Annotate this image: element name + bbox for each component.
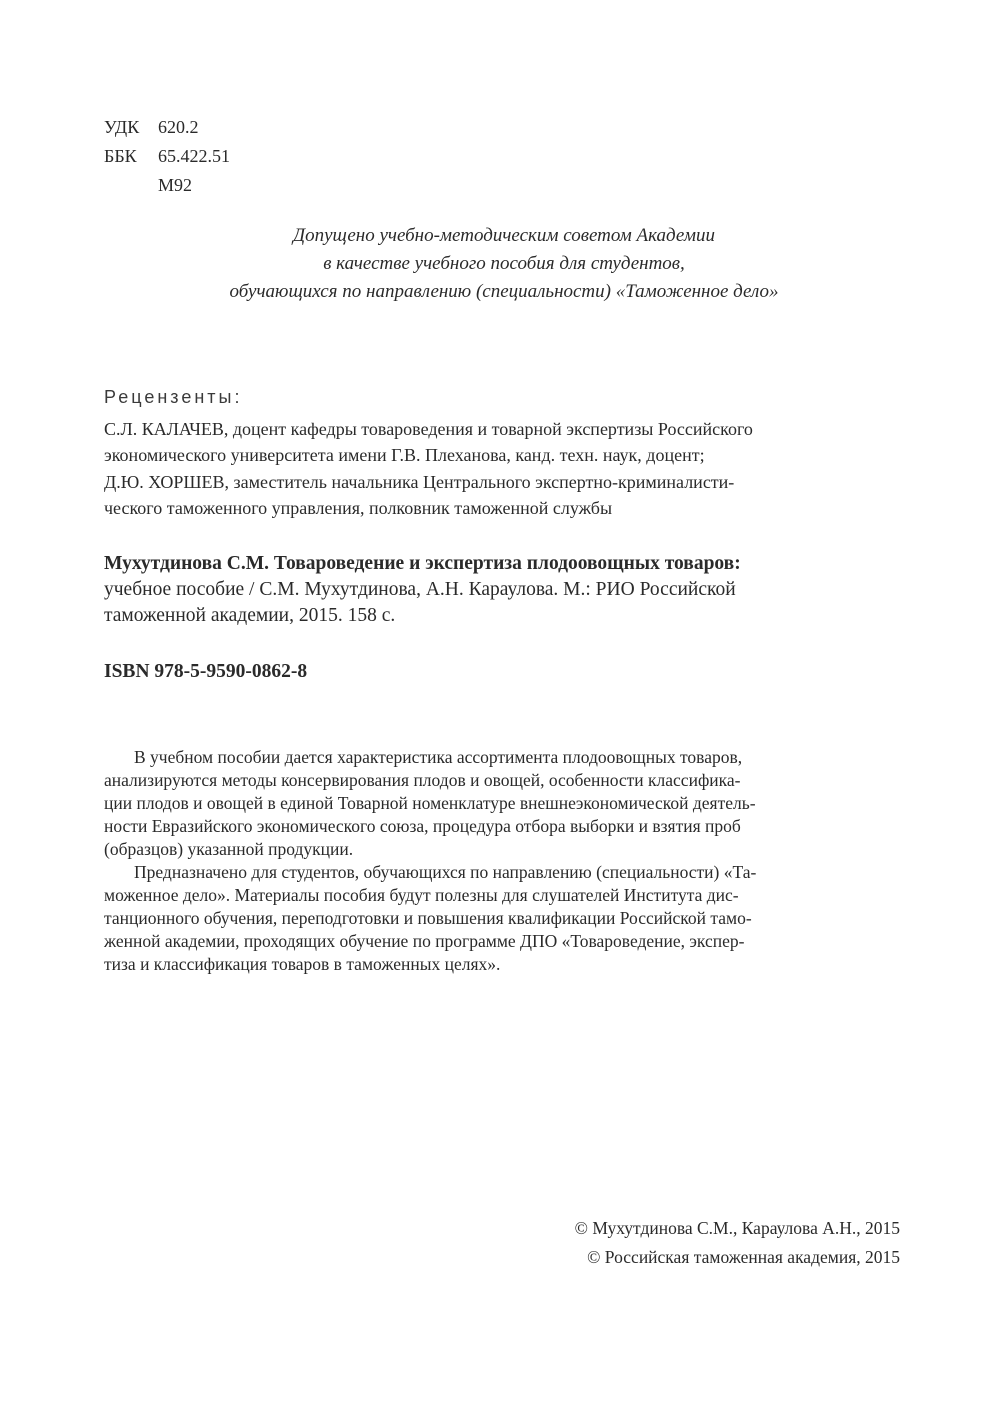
approval-note: [104, 222, 904, 306]
abstract: [104, 746, 904, 976]
bbk-label: ББК: [104, 146, 137, 166]
copyright-block: [575, 1214, 900, 1272]
reviewers-heading: Рецензенты:: [104, 387, 243, 407]
reviewer-line: экономического университета имени Г.В. Плеханова, канд. техн. наук, доцент;: [104, 445, 705, 465]
bbk-value: 65.422.51: [158, 146, 230, 166]
udk-label: УДК: [104, 117, 140, 137]
isbn: ISBN 978-5-9590-0862-8: [104, 661, 308, 682]
bbk-row: [104, 142, 230, 171]
reviewer-line: С.Л. КАЛАЧЕВ, доцент кафедры товароведения и товарной экспертизы Российского: [104, 419, 753, 439]
author-mark: М92: [158, 175, 193, 195]
reviewer-line: ческого таможенного управления, полковник таможенной службы: [104, 498, 613, 518]
approval-line: обучающихся по направлению (специальности) «Таможенное дело»: [229, 281, 779, 302]
abstract-line: тиза и классификация товаров в таможенных целях».: [104, 954, 501, 974]
abstract-line: (образцов) указанной продукции.: [104, 839, 354, 859]
abstract-line: ности Евразийского экономического союза, процедура отбора выборки и взятия проб: [104, 816, 741, 836]
abstract-line: анализируются методы консервирования плодов и овощей, особенности классифика-: [104, 770, 741, 790]
biblio-title-line: Мухутдинова С.М. Товароведение и экспертиза плодоовощных товаров:: [104, 553, 741, 574]
abstract-line: ции плодов и овощей в единой Товарной номенклатуре внешнеэкономической деятель-: [104, 793, 756, 813]
abstract-line: В учебном пособии дается характеристика ассортимента плодоовощных товаров,: [134, 747, 743, 767]
abstract-line: танционного обучения, переподготовки и повышения квалификации Российской тамо-: [104, 908, 752, 928]
reviewer-second: [104, 469, 904, 521]
copyright-line: © Мухутдинова С.М., Караулова А.Н., 2015: [574, 1218, 900, 1238]
copyright-line: © Российская таможенная академия, 2015: [587, 1247, 900, 1267]
biblio-line: учебное пособие / С.М. Мухутдинова, А.Н. Караулова. М.: РИО Российской: [104, 579, 736, 600]
udk-row: [104, 113, 230, 142]
abstract-line: моженное дело». Материалы пособия будут полезны для слушателей Института дис-: [104, 885, 739, 905]
author-mark-row: [104, 171, 230, 200]
biblio-line: таможенной академии, 2015. 158 с.: [104, 605, 396, 626]
reviewer-first: [104, 416, 904, 468]
reviewer-line: Д.Ю. ХОРШЕВ, заместитель начальника Центрального экспертно-криминалисти-: [104, 472, 735, 492]
bibliographic-description: [104, 551, 904, 629]
approval-line: в качестве учебного пособия для студентов,: [323, 253, 685, 274]
classification-block: [104, 113, 230, 200]
approval-line: Допущено учебно-методическим советом Академии: [293, 225, 715, 246]
abstract-line: женной академии, проходящих обучение по программе ДПО «Товароведение, экспер-: [104, 931, 745, 951]
udk-value: 620.2: [158, 117, 199, 137]
abstract-line: Предназначено для студентов, обучающихся по направлению (специальности) «Та-: [134, 862, 757, 882]
